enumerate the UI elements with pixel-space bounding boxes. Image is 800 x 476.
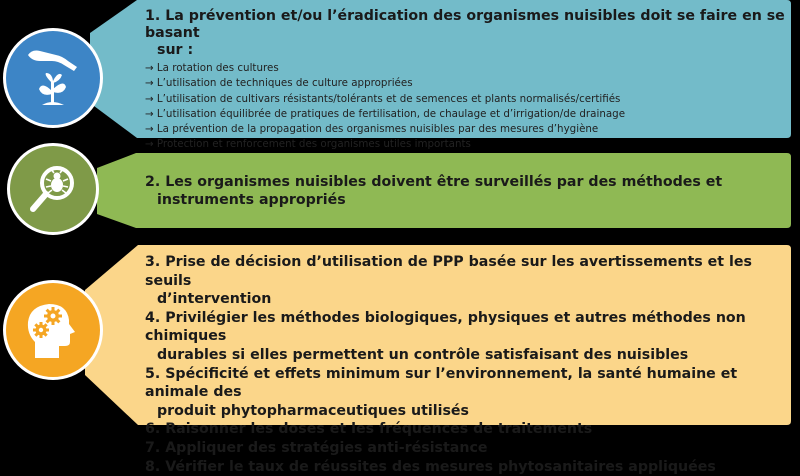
list-item: 7. Appliquer des stratégies anti-résistance [145,439,488,456]
step-3-item-list [145,253,790,476]
step-1-title: 1. La prévention et/ou l’éradication des organismes nuisibles doit se faire en se basant sur : [145,8,785,58]
step-1-icon-circle [3,28,103,128]
step-2-icon-circle [7,143,99,235]
bullet-item: → La prévention de la propagation des organismes nuisibles par des mesures d’hygiène [145,122,785,137]
list-item: 3. Prise de décision d’utilisation de PPP basée sur les avertissements et les seuils d’intervention [145,254,752,308]
list-item: 5. Spécificité et effets minimum sur l’environnement, la santé humaine et animale des produit phytopharmaceutiques utilisés [145,365,738,419]
bullet-item: → L’utilisation de techniques de culture appropriées [145,76,785,91]
step-2-text: 2. Les organismes nuisibles doivent être surveillés par des méthodes et instruments appropriés [145,174,723,208]
head-gears-icon [23,300,83,360]
list-item: 8. Vérifier le taux de réussites des mesures phytosanitaires appliquées [145,458,716,475]
hand-over-plant-icon [22,47,84,109]
bullet-item: → L’utilisation équilibrée de pratiques de fertilisation, de chaulage et d’irrigation/de drainage [145,107,785,122]
step-3-text [145,253,790,476]
magnifier-bug-icon [25,161,81,217]
list-item: 6. Raisonner les doses et les fréquences de traitements [145,421,593,438]
bullet-item: → Protection et renforcement des organismes utiles importants [145,137,785,152]
bullet-item: → La rotation des cultures [145,61,785,76]
step-1-bullet-list [145,61,785,153]
bullet-item: → L’utilisation de cultivars résistants/tolérants et de semences et plants normalisés/certifiés [145,92,785,107]
list-item: 4. Privilégier les méthodes biologiques, physiques et autres méthodes non chimiques durables si elles permettent un contrôle satisfaisant des nuisibles [145,309,746,363]
step-3-icon-circle [3,280,103,380]
step-1-text [145,8,785,153]
